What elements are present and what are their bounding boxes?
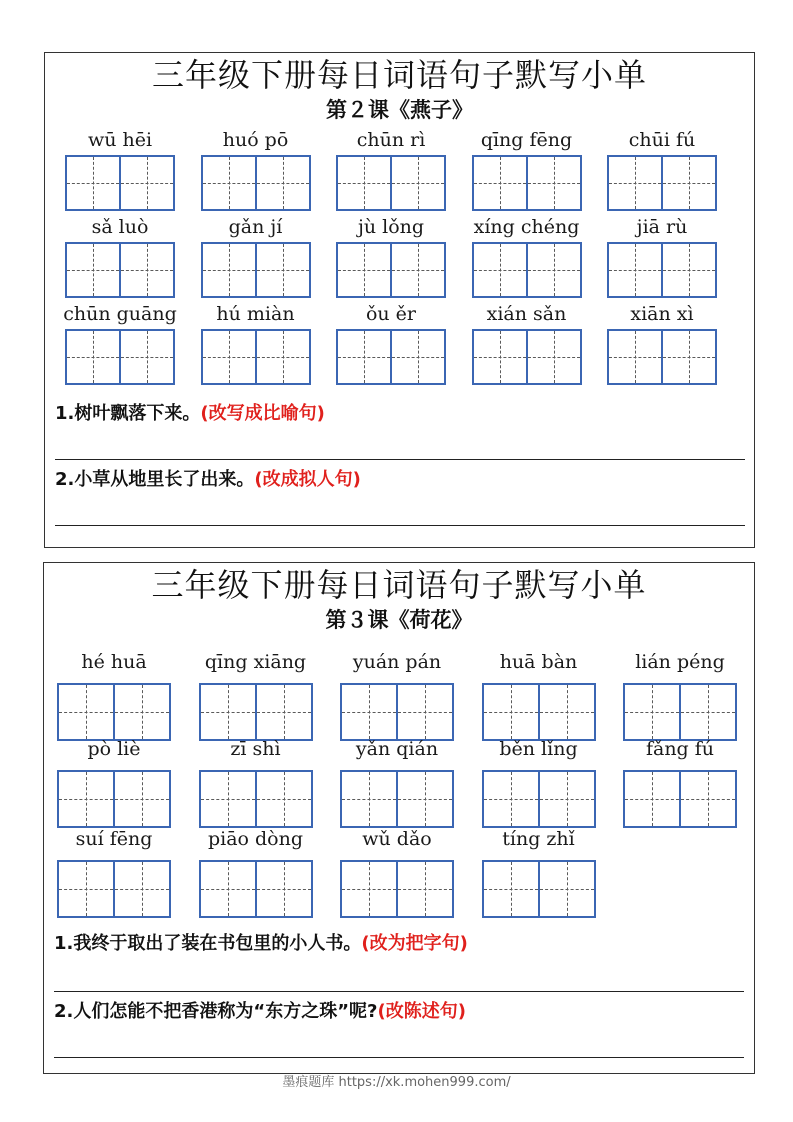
guide-line	[59, 799, 113, 800]
character-box[interactable]	[59, 862, 115, 916]
character-box[interactable]	[528, 331, 580, 383]
guide-line	[115, 712, 169, 713]
guide-line	[67, 183, 119, 184]
guide-line	[392, 357, 444, 358]
answer-line[interactable]	[55, 459, 745, 460]
writing-boxes[interactable]	[199, 860, 313, 918]
character-box[interactable]	[663, 331, 715, 383]
question-hint: (改陈述句)	[377, 1001, 466, 1022]
pinyin-label: hú miàn	[216, 303, 295, 325]
question-text: 1.树叶飘落下来。	[55, 403, 201, 424]
guide-line	[663, 270, 715, 271]
guide-line	[257, 712, 311, 713]
footer-watermark: 墨痕题库 https://xk.mohen999.com/	[282, 1075, 511, 1090]
guide-line	[663, 183, 715, 184]
character-box[interactable]	[203, 157, 257, 209]
character-box[interactable]	[540, 685, 594, 739]
writing-boxes[interactable]	[57, 770, 171, 828]
writing-boxes[interactable]	[482, 860, 596, 918]
guide-line	[338, 183, 390, 184]
writing-boxes[interactable]	[472, 242, 582, 298]
character-box[interactable]	[392, 331, 444, 383]
character-box[interactable]	[115, 772, 169, 826]
pinyin-label: yuán pán	[352, 651, 442, 673]
guide-line	[257, 799, 311, 800]
guide-line	[67, 270, 119, 271]
guide-line	[115, 889, 169, 890]
character-box[interactable]	[398, 772, 452, 826]
pinyin-label: wǔ dǎo	[362, 828, 432, 850]
character-box[interactable]	[398, 685, 452, 739]
character-box[interactable]	[528, 244, 580, 296]
character-box[interactable]	[392, 157, 444, 209]
guide-line	[528, 183, 580, 184]
guide-line	[203, 357, 255, 358]
writing-boxes[interactable]	[201, 155, 311, 211]
character-box[interactable]	[474, 331, 528, 383]
pinyin-label: huó pō	[222, 129, 289, 151]
guide-line	[484, 889, 538, 890]
pinyin-label: qīng fēng	[480, 129, 573, 151]
character-box[interactable]	[338, 244, 392, 296]
guide-line	[609, 270, 661, 271]
writing-boxes[interactable]	[623, 770, 737, 828]
guide-line	[528, 270, 580, 271]
pinyin-label: huā bàn	[499, 651, 578, 673]
writing-boxes[interactable]	[65, 242, 175, 298]
writing-boxes[interactable]	[199, 683, 313, 741]
character-box[interactable]	[625, 772, 681, 826]
question-text: 2.小草从地里长了出来。	[55, 469, 255, 490]
worksheet-title: 三年级下册每日词语句子默写小单	[151, 56, 647, 94]
writing-boxes[interactable]	[482, 683, 596, 741]
guide-line	[203, 270, 255, 271]
character-box[interactable]	[484, 862, 540, 916]
guide-line	[474, 270, 526, 271]
character-box[interactable]	[257, 772, 311, 826]
pinyin-label: zī shì	[230, 738, 281, 760]
character-box[interactable]	[540, 862, 594, 916]
writing-boxes[interactable]	[199, 770, 313, 828]
answer-line[interactable]	[54, 1057, 744, 1058]
guide-line	[201, 889, 255, 890]
guide-line	[540, 889, 594, 890]
guide-line	[474, 357, 526, 358]
pinyin-label: pò liè	[87, 738, 141, 760]
character-box[interactable]	[201, 772, 257, 826]
guide-line	[609, 357, 661, 358]
writing-boxes[interactable]	[65, 329, 175, 385]
guide-line	[625, 799, 679, 800]
writing-boxes[interactable]	[623, 683, 737, 741]
character-box[interactable]	[528, 157, 580, 209]
character-box[interactable]	[398, 862, 452, 916]
writing-boxes[interactable]	[482, 770, 596, 828]
pinyin-label: hé huā	[81, 651, 147, 673]
pinyin-label: qīng xiāng	[204, 651, 307, 673]
writing-boxes[interactable]	[472, 329, 582, 385]
character-box[interactable]	[474, 157, 528, 209]
guide-line	[203, 183, 255, 184]
question-text: 2.人们怎能不把香港称为“东方之珠”呢?	[54, 1001, 378, 1022]
pinyin-label: xián sǎn	[486, 303, 567, 325]
character-box[interactable]	[342, 685, 398, 739]
character-box[interactable]	[540, 772, 594, 826]
worksheet-lesson-2	[44, 52, 755, 548]
guide-line	[342, 799, 396, 800]
character-box[interactable]	[663, 157, 715, 209]
character-box[interactable]	[257, 331, 309, 383]
character-box[interactable]	[115, 862, 169, 916]
pinyin-label: suí fēng	[75, 828, 153, 850]
guide-line	[609, 183, 661, 184]
character-box[interactable]	[121, 157, 173, 209]
writing-boxes[interactable]	[336, 329, 446, 385]
question-text: 1.我终于取出了装在书包里的小人书。	[54, 933, 362, 954]
question-2	[55, 469, 361, 491]
guide-line	[257, 357, 309, 358]
pinyin-label: běn lǐng	[499, 738, 578, 760]
question-hint: (改成拟人句)	[254, 469, 361, 490]
character-box[interactable]	[484, 772, 540, 826]
guide-line	[398, 799, 452, 800]
writing-boxes[interactable]	[57, 683, 171, 741]
guide-line	[121, 270, 173, 271]
pinyin-label: chūi fú	[628, 129, 696, 151]
character-box[interactable]	[625, 685, 681, 739]
writing-boxes[interactable]	[336, 242, 446, 298]
writing-boxes[interactable]	[57, 860, 171, 918]
guide-line	[59, 712, 113, 713]
pinyin-label: chūn guāng	[63, 303, 177, 325]
pinyin-label: gǎn jí	[228, 216, 283, 238]
writing-boxes[interactable]	[65, 155, 175, 211]
character-box[interactable]	[115, 685, 169, 739]
character-box[interactable]	[59, 685, 115, 739]
character-box[interactable]	[338, 331, 392, 383]
guide-line	[67, 357, 119, 358]
guide-line	[484, 799, 538, 800]
writing-boxes[interactable]	[340, 770, 454, 828]
character-box[interactable]	[121, 331, 173, 383]
guide-line	[625, 712, 679, 713]
character-box[interactable]	[257, 685, 311, 739]
writing-boxes[interactable]	[607, 242, 717, 298]
guide-line	[257, 889, 311, 890]
character-box[interactable]	[201, 685, 257, 739]
character-box[interactable]	[609, 331, 663, 383]
character-box[interactable]	[59, 772, 115, 826]
lesson-subtitle: 第２课《燕子》	[326, 98, 473, 122]
question-1	[54, 933, 468, 955]
guide-line	[59, 889, 113, 890]
guide-line	[681, 712, 735, 713]
character-box[interactable]	[67, 157, 121, 209]
character-box[interactable]	[203, 331, 257, 383]
pinyin-label: xíng chéng	[473, 216, 580, 238]
pinyin-label: jiā rù	[636, 216, 688, 238]
pinyin-label: lián péng	[635, 651, 725, 673]
guide-line	[392, 270, 444, 271]
writing-boxes[interactable]	[340, 683, 454, 741]
writing-boxes[interactable]	[201, 329, 311, 385]
character-box[interactable]	[67, 331, 121, 383]
guide-line	[115, 799, 169, 800]
character-box[interactable]	[663, 244, 715, 296]
writing-boxes[interactable]	[201, 242, 311, 298]
pinyin-label: wū hēi	[87, 129, 153, 151]
question-hint: (改写成比喻句)	[200, 403, 325, 424]
character-box[interactable]	[342, 772, 398, 826]
pinyin-label: fǎng fú	[645, 738, 715, 760]
pinyin-label: jù lǒng	[357, 216, 425, 238]
pinyin-label: ǒu ěr	[365, 303, 417, 325]
guide-line	[540, 712, 594, 713]
guide-line	[257, 270, 309, 271]
guide-line	[398, 712, 452, 713]
guide-line	[338, 357, 390, 358]
pinyin-label: piāo dòng	[207, 828, 304, 850]
character-box[interactable]	[121, 244, 173, 296]
guide-line	[540, 799, 594, 800]
character-box[interactable]	[201, 862, 257, 916]
guide-line	[398, 889, 452, 890]
pinyin-label: yǎn qián	[355, 738, 439, 760]
writing-boxes[interactable]	[472, 155, 582, 211]
question-2	[54, 1001, 466, 1023]
guide-line	[663, 357, 715, 358]
pinyin-label: sǎ luò	[91, 216, 149, 238]
character-box[interactable]	[67, 244, 121, 296]
guide-line	[121, 183, 173, 184]
guide-line	[342, 889, 396, 890]
guide-line	[474, 183, 526, 184]
guide-line	[681, 799, 735, 800]
lesson-subtitle: 第３课《荷花》	[325, 608, 473, 632]
pinyin-label: xiān xì	[630, 303, 694, 325]
character-box[interactable]	[257, 244, 309, 296]
character-box[interactable]	[257, 157, 309, 209]
writing-boxes[interactable]	[607, 155, 717, 211]
character-box[interactable]	[681, 685, 735, 739]
guide-line	[121, 357, 173, 358]
pinyin-label: tíng zhǐ	[502, 828, 575, 850]
question-1	[55, 403, 325, 425]
guide-line	[342, 712, 396, 713]
character-box[interactable]	[609, 244, 663, 296]
character-box[interactable]	[338, 157, 392, 209]
guide-line	[201, 712, 255, 713]
guide-line	[484, 712, 538, 713]
character-box[interactable]	[474, 244, 528, 296]
worksheet-lesson-3	[43, 562, 755, 1074]
guide-line	[201, 799, 255, 800]
guide-line	[392, 183, 444, 184]
character-box[interactable]	[681, 772, 735, 826]
answer-line[interactable]	[54, 991, 744, 992]
character-box[interactable]	[342, 862, 398, 916]
worksheet-title: 三年级下册每日词语句子默写小单	[151, 566, 647, 604]
question-hint: (改为把字句)	[361, 933, 468, 954]
character-box[interactable]	[203, 244, 257, 296]
guide-line	[528, 357, 580, 358]
character-box[interactable]	[257, 862, 311, 916]
pinyin-label: chūn rì	[356, 129, 426, 151]
writing-boxes[interactable]	[607, 329, 717, 385]
character-box[interactable]	[609, 157, 663, 209]
guide-line	[257, 183, 309, 184]
guide-line	[338, 270, 390, 271]
writing-boxes[interactable]	[336, 155, 446, 211]
character-box[interactable]	[484, 685, 540, 739]
writing-boxes[interactable]	[340, 860, 454, 918]
character-box[interactable]	[392, 244, 444, 296]
answer-line[interactable]	[55, 525, 745, 526]
